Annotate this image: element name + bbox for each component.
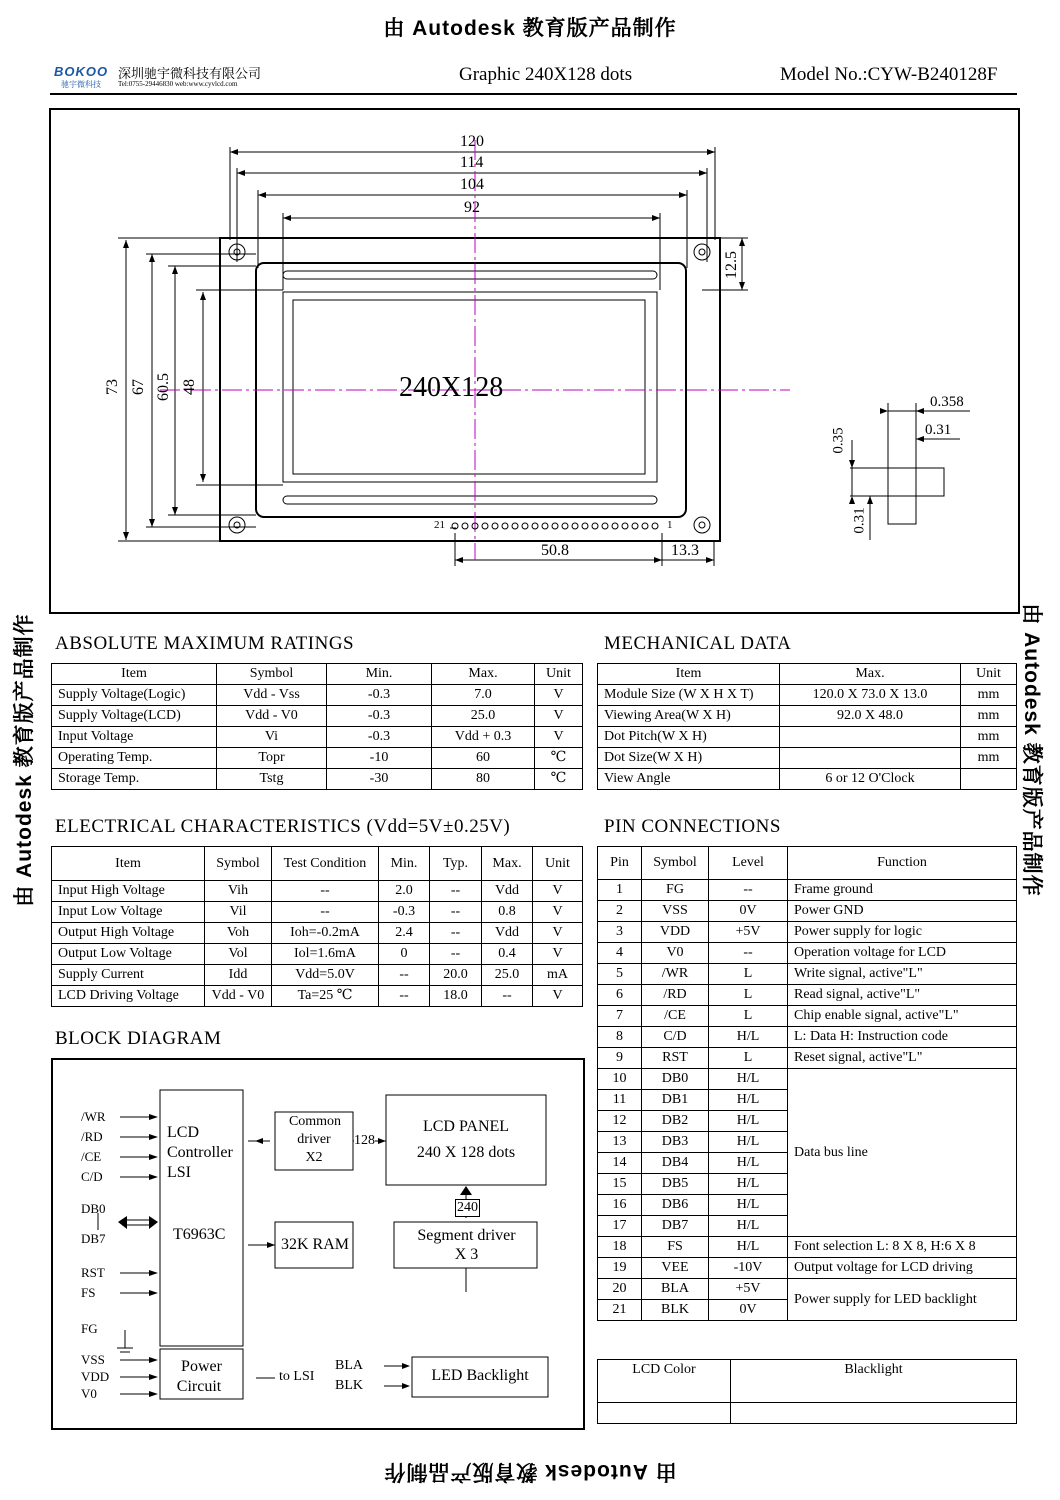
dot-height-label: 0.35 — [830, 427, 847, 454]
cell: 3 — [598, 922, 642, 943]
cell: H/L — [709, 1132, 788, 1153]
model-number: Model No.:CYW-B240128F — [780, 64, 998, 85]
table-row — [52, 727, 583, 748]
company-contact: Tel:0755-29446830 web:www.cyvlcd.com — [118, 80, 238, 88]
col-header: LCD Color — [598, 1360, 731, 1403]
cell: V — [533, 881, 583, 902]
cell: Write signal, active"L" — [788, 964, 1017, 985]
col-header: Unit — [535, 664, 583, 685]
dim-92: 92 — [464, 199, 480, 216]
cell — [780, 748, 961, 769]
lcd-panel-1: LCD PANEL — [422, 1118, 510, 1135]
cell: LCD Driving Voltage — [52, 986, 205, 1007]
cell — [961, 769, 1017, 790]
watermark-bottom: 由 Autodesk 教育版产品制作 — [383, 1460, 677, 1483]
cell: 80 — [432, 769, 535, 790]
signal-v0: V0 — [81, 1386, 97, 1401]
cell: Vdd — [482, 923, 533, 944]
cell: 12 — [598, 1111, 642, 1132]
dim-12-5: 12.5 — [723, 251, 740, 279]
signal-fg: FG — [81, 1321, 98, 1336]
cell: Font selection L: 8 X 8, H:6 X 8 — [788, 1237, 1017, 1258]
table-row — [598, 1258, 1017, 1279]
col-header: Test Condition — [272, 847, 379, 881]
dim-50-8: 50.8 — [541, 542, 569, 559]
cell: -- — [272, 902, 379, 923]
cell: 15 — [598, 1174, 642, 1195]
dim-73: 73 — [104, 379, 121, 395]
col-header: Blacklight — [731, 1360, 1017, 1403]
cell: H/L — [709, 1090, 788, 1111]
cell: -- — [430, 902, 482, 923]
pins-table — [597, 846, 1017, 1321]
product-title: Graphic 240X128 dots — [459, 64, 633, 85]
watermark-right: 由 Autodesk 教育版产品制作 — [1020, 603, 1043, 897]
signal-wr: /WR — [81, 1109, 106, 1124]
cell: Supply Voltage(LCD) — [52, 706, 217, 727]
dim-13-3: 13.3 — [671, 542, 699, 559]
cell: Viewing Area(W X H) — [598, 706, 780, 727]
cell: DB4 — [642, 1153, 709, 1174]
controller-line-1: LCD — [167, 1124, 199, 1141]
electrical-table — [51, 846, 583, 1007]
cell: -- — [379, 986, 430, 1007]
cell: 0.4 — [482, 944, 533, 965]
cell: V — [535, 727, 583, 748]
cell: 2.0 — [379, 881, 430, 902]
cell: V — [533, 944, 583, 965]
cell: 17 — [598, 1216, 642, 1237]
cell: L — [709, 964, 788, 985]
controller-line-3: LSI — [167, 1164, 191, 1181]
cell: Input High Voltage — [52, 881, 205, 902]
cell: H/L — [709, 1111, 788, 1132]
controller-line-2: Controller — [167, 1144, 233, 1161]
cell: 18 — [598, 1237, 642, 1258]
bus-128-label: 128 — [354, 1131, 375, 1151]
data-bus-cell: Data bus line — [788, 1069, 1017, 1237]
cell: 13 — [598, 1132, 642, 1153]
col-header: Level — [709, 847, 788, 880]
table-header-row — [52, 664, 583, 685]
pin-21-label: 21 — [434, 519, 445, 531]
cell: H/L — [709, 1153, 788, 1174]
cell: Reset signal, active"L" — [788, 1048, 1017, 1069]
cell: Input Low Voltage — [52, 902, 205, 923]
cell: Vi — [217, 727, 327, 748]
cell: Vdd - Vss — [217, 685, 327, 706]
cell: FG — [642, 880, 709, 901]
cell: -- — [482, 986, 533, 1007]
bla-label: BLA — [335, 1358, 363, 1373]
table-row — [598, 769, 1017, 790]
dim-104: 104 — [460, 176, 484, 193]
cell: 1 — [598, 880, 642, 901]
color-table — [597, 1359, 1017, 1424]
col-header: Unit — [961, 664, 1017, 685]
dim-48: 48 — [181, 379, 198, 395]
cell: Supply Current — [52, 965, 205, 986]
cell: 0 — [379, 944, 430, 965]
col-header: Unit — [533, 847, 583, 881]
cell: 25.0 — [482, 965, 533, 986]
table-row — [598, 706, 1017, 727]
pin-1-label: 1 — [667, 519, 673, 531]
table-row — [52, 685, 583, 706]
cell: mm — [961, 727, 1017, 748]
table-row — [52, 902, 583, 923]
cell: 0.8 — [482, 902, 533, 923]
cell: mm — [961, 685, 1017, 706]
cell: FS — [642, 1237, 709, 1258]
cell: -- — [379, 965, 430, 986]
signal-ce: /CE — [81, 1149, 102, 1164]
dim-60-5: 60.5 — [155, 373, 172, 401]
cell: Tstg — [217, 769, 327, 790]
abs-max-table — [51, 663, 583, 790]
table-row — [598, 1279, 1017, 1300]
cell: -10 — [327, 748, 432, 769]
cell: Voh — [205, 923, 272, 944]
cell: 92.0 X 48.0 — [780, 706, 961, 727]
controller-chip: T6963C — [173, 1226, 226, 1243]
cell: +5V — [709, 1279, 788, 1300]
cell: 2 — [598, 901, 642, 922]
cell: Idd — [205, 965, 272, 986]
cell: /RD — [642, 985, 709, 1006]
cell: Operating Temp. — [52, 748, 217, 769]
cell: 120.0 X 73.0 X 13.0 — [780, 685, 961, 706]
signal-vss: VSS — [81, 1352, 105, 1367]
cell: Supply Voltage(Logic) — [52, 685, 217, 706]
cell: V — [533, 902, 583, 923]
col-header: Symbol — [217, 664, 327, 685]
cell: 11 — [598, 1090, 642, 1111]
cell: 6 or 12 O'Clock — [780, 769, 961, 790]
cell: 4 — [598, 943, 642, 964]
electrical-title: ELECTRICAL CHARACTERISTICS (Vdd=5V±0.25V) — [55, 816, 511, 837]
cell: DB3 — [642, 1132, 709, 1153]
table-row — [598, 880, 1017, 901]
viewing-area-label: 240X128 — [399, 372, 504, 403]
cell: RST — [642, 1048, 709, 1069]
table-row — [598, 1069, 1017, 1090]
cell: Vil — [205, 902, 272, 923]
cell: 2.4 — [379, 923, 430, 944]
cell: Topr — [217, 748, 327, 769]
cell: 10 — [598, 1069, 642, 1090]
cell: DB1 — [642, 1090, 709, 1111]
cell: Vih — [205, 881, 272, 902]
cell: -- — [709, 943, 788, 964]
table-row — [598, 1006, 1017, 1027]
cell: Module Size (W X H X T) — [598, 685, 780, 706]
table-row — [598, 748, 1017, 769]
col-header: Min. — [327, 664, 432, 685]
cell: Dot Pitch(W X H) — [598, 727, 780, 748]
signal-cd: C/D — [81, 1169, 103, 1184]
table-row — [52, 944, 583, 965]
col-header: Item — [52, 664, 217, 685]
cell: 18.0 — [430, 986, 482, 1007]
cell: V0 — [642, 943, 709, 964]
segment-driver-2: X 3 — [454, 1246, 479, 1263]
col-header: Symbol — [642, 847, 709, 880]
dim-114: 114 — [460, 154, 484, 171]
table-row — [598, 922, 1017, 943]
cell — [731, 1403, 1017, 1424]
cell: 19 — [598, 1258, 642, 1279]
cell: L — [709, 985, 788, 1006]
power-circuit-2: Circuit — [176, 1378, 222, 1395]
cell: 60 — [432, 748, 535, 769]
cell: -0.3 — [327, 727, 432, 748]
col-header: Max. — [780, 664, 961, 685]
cell: -0.3 — [327, 685, 432, 706]
ram-label: 32K RAM — [281, 1236, 350, 1253]
cell: -- — [430, 944, 482, 965]
abs-max-title: ABSOLUTE MAXIMUM RATINGS — [55, 633, 355, 654]
col-header: Max. — [482, 847, 533, 881]
col-header: Pin — [598, 847, 642, 880]
cell: H/L — [709, 1216, 788, 1237]
signal-db7: DB7 — [81, 1231, 106, 1246]
mechanical-title: MECHANICAL DATA — [604, 633, 792, 654]
table-row — [598, 727, 1017, 748]
cell: Ta=25 ℃ — [272, 986, 379, 1007]
table-row — [52, 965, 583, 986]
table-row — [52, 769, 583, 790]
col-header: Typ. — [430, 847, 482, 881]
cell: mm — [961, 748, 1017, 769]
cell: /WR — [642, 964, 709, 985]
led-backlight-label: LED Backlight — [431, 1367, 529, 1384]
cell: H/L — [709, 1237, 788, 1258]
cell: Chip enable signal, active"L" — [788, 1006, 1017, 1027]
cell: Output Low Voltage — [52, 944, 205, 965]
table-row — [598, 901, 1017, 922]
table-row — [598, 964, 1017, 985]
cell: L — [709, 1048, 788, 1069]
cell: DB6 — [642, 1195, 709, 1216]
cell: 16 — [598, 1195, 642, 1216]
outline-drawing — [0, 0, 1060, 620]
dot-width-label: 0.358 — [930, 394, 964, 410]
table-row — [52, 986, 583, 1007]
cell: 0V — [709, 1300, 788, 1321]
cell: ℃ — [535, 748, 583, 769]
table-header-row — [598, 664, 1017, 685]
cell: -0.3 — [327, 706, 432, 727]
dot-gap-label: 0.31 — [851, 507, 868, 534]
table-row — [598, 1048, 1017, 1069]
col-header: Symbol — [205, 847, 272, 881]
cell: mA — [533, 965, 583, 986]
pins-title: PIN CONNECTIONS — [604, 816, 781, 837]
cell: DB7 — [642, 1216, 709, 1237]
cell: DB0 — [642, 1069, 709, 1090]
cell: 14 — [598, 1153, 642, 1174]
table-row — [598, 943, 1017, 964]
watermark-left: 由 Autodesk 教育版产品制作 — [13, 613, 36, 907]
table-row — [598, 1403, 1017, 1424]
company-name: 深圳驰宇微科技有限公司 — [118, 66, 262, 81]
cell: Dot Size(W X H) — [598, 748, 780, 769]
cell: V — [535, 706, 583, 727]
col-header: Item — [52, 847, 205, 881]
backlight-power-cell: Power supply for LED backlight — [788, 1279, 1017, 1321]
cell: Output High Voltage — [52, 923, 205, 944]
table-row — [598, 685, 1017, 706]
cell: 7 — [598, 1006, 642, 1027]
dot-size-label: 0.31 — [925, 422, 952, 438]
cell: Frame ground — [788, 880, 1017, 901]
cell: 21 — [598, 1300, 642, 1321]
cell: VEE — [642, 1258, 709, 1279]
cell: DB2 — [642, 1111, 709, 1132]
cell: View Angle — [598, 769, 780, 790]
cell: V — [533, 923, 583, 944]
cell: L — [709, 1006, 788, 1027]
table-header-row — [52, 847, 583, 881]
col-header: Item — [598, 664, 780, 685]
cell: H/L — [709, 1174, 788, 1195]
cell: Vol — [205, 944, 272, 965]
dim-120: 120 — [460, 133, 484, 150]
cell: -- — [430, 881, 482, 902]
col-header: Max. — [432, 664, 535, 685]
signal-vdd: VDD — [81, 1369, 110, 1384]
cell — [598, 1403, 731, 1424]
cell: V — [533, 986, 583, 1007]
cell: VDD — [642, 922, 709, 943]
signal-db0: DB0 — [81, 1201, 106, 1216]
table-row — [598, 1027, 1017, 1048]
cell: Vdd - V0 — [217, 706, 327, 727]
mechanical-table — [597, 663, 1017, 790]
cell: 0V — [709, 901, 788, 922]
cell: Vdd=5.0V — [272, 965, 379, 986]
power-circuit-1: Power — [181, 1358, 222, 1375]
logo-subtext: 驰宇微科技 — [61, 80, 101, 89]
cell: 5 — [598, 964, 642, 985]
cell — [780, 727, 961, 748]
cell: H/L — [709, 1069, 788, 1090]
cell: mm — [961, 706, 1017, 727]
cell: 20.0 — [430, 965, 482, 986]
cell: -30 — [327, 769, 432, 790]
cell: 7.0 — [432, 685, 535, 706]
cell: Vdd + 0.3 — [432, 727, 535, 748]
dim-67: 67 — [130, 379, 147, 395]
table-row — [52, 881, 583, 902]
cell: BLA — [642, 1279, 709, 1300]
col-header: Min. — [379, 847, 430, 881]
table-header-row — [598, 1360, 1017, 1403]
table-header-row — [598, 847, 1017, 880]
cell: Output voltage for LCD driving — [788, 1258, 1017, 1279]
cell: Input Voltage — [52, 727, 217, 748]
cell: Ioh=-0.2mA — [272, 923, 379, 944]
block-title: BLOCK DIAGRAM — [55, 1028, 222, 1049]
common-driver-3: X2 — [305, 1150, 323, 1165]
common-driver-2: driver — [297, 1132, 331, 1147]
cell: 25.0 — [432, 706, 535, 727]
table-row — [52, 706, 583, 727]
cell: Storage Temp. — [52, 769, 217, 790]
cell: VSS — [642, 901, 709, 922]
to-lsi-label: to LSI — [279, 1369, 315, 1384]
cell: 8 — [598, 1027, 642, 1048]
cell: Power GND — [788, 901, 1017, 922]
cell: ℃ — [535, 769, 583, 790]
cell: Power supply for logic — [788, 922, 1017, 943]
col-header: Function — [788, 847, 1017, 880]
cell: Read signal, active"L" — [788, 985, 1017, 1006]
signal-rd: /RD — [81, 1129, 103, 1144]
bus-240-label: 240 — [457, 1200, 478, 1215]
table-row — [52, 748, 583, 769]
cell: -- — [272, 881, 379, 902]
segment-driver-1: Segment driver — [417, 1227, 516, 1244]
cell: -- — [430, 923, 482, 944]
cell: V — [535, 685, 583, 706]
cell: 6 — [598, 985, 642, 1006]
cell: -0.3 — [379, 902, 430, 923]
cell: Operation voltage for LCD — [788, 943, 1017, 964]
logo-text: BOKOO — [53, 64, 109, 79]
blk-label: BLK — [335, 1378, 363, 1393]
cell: H/L — [709, 1027, 788, 1048]
cell: L: Data H: Instruction code — [788, 1027, 1017, 1048]
cell: BLK — [642, 1300, 709, 1321]
lcd-panel-2: 240 X 128 dots — [416, 1144, 516, 1161]
cell: C/D — [642, 1027, 709, 1048]
signal-fs: FS — [81, 1285, 96, 1300]
cell: Vdd - V0 — [205, 986, 272, 1007]
cell: H/L — [709, 1195, 788, 1216]
cell: 20 — [598, 1279, 642, 1300]
cell: Iol=1.6mA — [272, 944, 379, 965]
cell: DB5 — [642, 1174, 709, 1195]
cell: -10V — [709, 1258, 788, 1279]
signal-rst: RST — [81, 1265, 105, 1280]
cell: +5V — [709, 922, 788, 943]
table-row — [598, 1237, 1017, 1258]
cell: 9 — [598, 1048, 642, 1069]
cell: -- — [709, 880, 788, 901]
cell: Vdd — [482, 881, 533, 902]
table-row — [52, 923, 583, 944]
table-row — [598, 985, 1017, 1006]
common-driver-1: Common — [288, 1114, 342, 1129]
cell: /CE — [642, 1006, 709, 1027]
watermark-top: 由 Autodesk 教育版产品制作 — [383, 17, 677, 40]
